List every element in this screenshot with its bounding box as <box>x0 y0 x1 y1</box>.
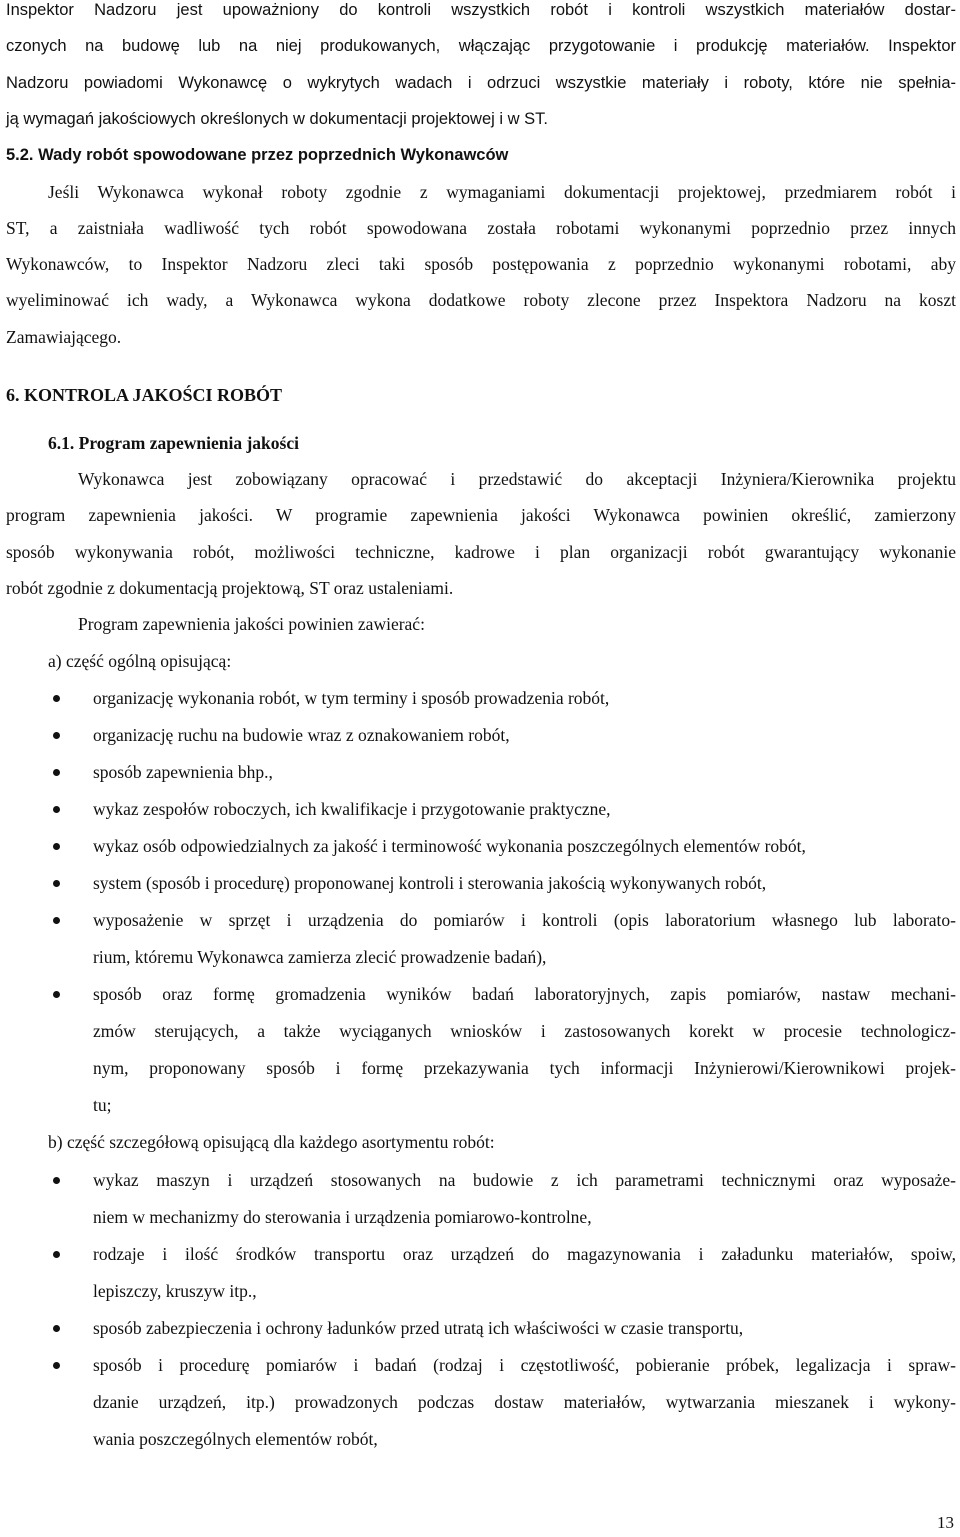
list-item-continuation: nym, proponowany sposób i formę przekazywania tych informacji Inżynierowi/Kierownikowi projek- <box>93 1058 956 1078</box>
list-item-continuation: dzanie urządzeń, itp.) prowadzonych podczas dostaw materiałów, wytwarzania mieszanek i wykony- <box>93 1392 956 1412</box>
bullet-icon <box>53 1362 60 1369</box>
bullet-icon <box>53 1177 60 1184</box>
list-item: system (sposób i procedurę) proponowanej kontroli i sterowania jakością wykonywanych robót, <box>93 873 767 893</box>
bullet-icon <box>53 917 60 924</box>
list-item-continuation: niem w mechanizmy do sterowania i urządzenia pomiarowo-kontrolne, <box>93 1207 592 1227</box>
text-line: Wykonawca jest zobowiązany opracować i przedstawić do akceptacji Inżyniera/Kierownika projektu <box>78 469 956 489</box>
text-line: sposób wykonywania robót, możliwości techniczne, kadrowe i plan organizacji robót gwarantujący wykonanie <box>6 542 956 562</box>
list-item: wykaz osób odpowiedzialnych za jakość i terminowość wykonania poszczególnych elementów robót, <box>93 836 806 856</box>
bullet-icon <box>53 991 60 998</box>
part-a-label: a) część ogólną opisującą: <box>48 651 232 671</box>
bullet-icon <box>53 806 60 813</box>
bullet-icon <box>53 843 60 850</box>
list-item: wykaz maszyn i urządzeń stosowanych na budowie z ich parametrami technicznymi oraz wyposaże- <box>93 1170 956 1190</box>
text-line: wyeliminować ich wady, a Wykonawca wykona dodatkowe roboty zlecone przez Inspektora Nadzoru na koszt <box>6 290 956 310</box>
text-line: Zamawiającego. <box>6 327 122 347</box>
bullet-icon <box>53 1251 60 1258</box>
list-item-continuation: wania poszczególnych elementów robót, <box>93 1429 378 1449</box>
bullet-icon <box>53 732 60 739</box>
part-b-label: b) część szczegółową opisującą dla każdego asortymentu robót: <box>48 1132 495 1152</box>
list-item-continuation: lepiszczy, kruszyw itp., <box>93 1281 257 1301</box>
list-item: sposób zapewnienia bhp., <box>93 762 273 782</box>
list-item: sposób i procedurę pomiarów i badań (rodzaj i częstotliwość, pobieranie próbek, legalizacja i spraw- <box>93 1355 956 1375</box>
list-item-continuation: rium, któremu Wykonawca zamierza zlecić prowadzenie badań), <box>93 947 547 967</box>
list-item: organizację ruchu na budowie wraz z oznakowaniem robót, <box>93 725 510 745</box>
bullet-icon <box>53 769 60 776</box>
text-line: ją wymagań jakościowych określonych w dokumentacji projektowej i w ST. <box>6 110 548 128</box>
page-number: 13 <box>937 1513 954 1532</box>
list-item: organizację wykonania robót, w tym terminy i sposób prowadzenia robót, <box>93 688 610 708</box>
section-heading-5-2: 5.2. Wady robót spowodowane przez poprzednich Wykonawców <box>6 146 509 164</box>
text-line: czonych na budowę lub na niej produkowanych, włączając przygotowanie i produkcję materiałów. Inspektor <box>6 37 956 55</box>
text-line: Wykonawców, to Inspektor Nadzoru zleci taki sposób postępowania z poprzednio wykonanymi robotami, aby <box>6 254 956 274</box>
text-line: Nadzoru powiadomi Wykonawcę o wykrytych wadach i odrzuci wszystkie materiały i roboty, które nie spełnia- <box>6 74 956 92</box>
text-line: robót zgodnie z dokumentacją projektową, ST oraz ustaleniami. <box>6 578 454 598</box>
program-intro: Program zapewnienia jakości powinien zawierać: <box>78 614 425 634</box>
bullet-icon <box>53 880 60 887</box>
list-item-continuation: tu; <box>93 1095 112 1115</box>
list-item: wyposażenie w sprzęt i urządzenia do pomiarów i kontroli (opis laboratorium własnego lub laborato- <box>93 910 956 930</box>
section-heading-6-1: 6.1. Program zapewnienia jakości <box>48 433 299 453</box>
list-item: wykaz zespołów roboczych, ich kwalifikacje i przygotowanie praktyczne, <box>93 799 611 819</box>
section-heading-6: 6. KONTROLA JAKOŚCI ROBÓT <box>6 385 283 405</box>
text-line: Inspektor Nadzoru jest upoważniony do kontroli wszystkich robót i kontroli wszystkich materiałów dostar- <box>6 1 956 19</box>
list-item: sposób oraz formę gromadzenia wyników badań laboratoryjnych, zapis pomiarów, nastaw mechani- <box>93 984 956 1004</box>
list-item-continuation: zmów sterujących, a także wyciąganych wniosków i zastosowanych korekt w procesie technologicz- <box>93 1021 956 1041</box>
text-line: Jeśli Wykonawca wykonał roboty zgodnie z wymaganiami dokumentacji projektowej, przedmiarem robót i <box>48 182 956 202</box>
bullet-icon <box>53 1325 60 1332</box>
list-item: sposób zabezpieczenia i ochrony ładunków przed utratą ich właściwości w czasie transportu, <box>93 1318 744 1338</box>
bullet-icon <box>53 695 60 702</box>
text-line: program zapewnienia jakości. W programie zapewnienia jakości Wykonawca powinien określić, zamierzony <box>6 505 956 525</box>
list-item: rodzaje i ilość środków transportu oraz urządzeń do magazynowania i załadunku materiałów, spoiw, <box>93 1244 956 1264</box>
text-line: ST, a zaistniała wadliwość tych robót spowodowana została robotami wykonanymi poprzednio przez innych <box>6 218 956 238</box>
